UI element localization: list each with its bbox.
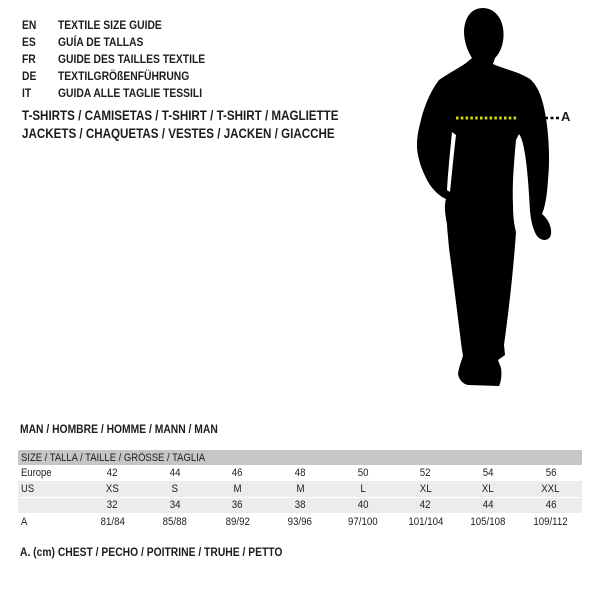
size-table-header	[18, 450, 582, 465]
table-cell: 46	[232, 467, 243, 479]
table-cell: 32	[106, 499, 118, 511]
table-cell: XL	[482, 483, 494, 495]
table-cell: 52	[420, 467, 431, 479]
man-silhouette-figure	[400, 0, 590, 400]
guide-title: TEXTILE SIZE GUIDE	[58, 17, 162, 32]
man-silhouette	[417, 8, 551, 386]
table-cell: 105/108	[470, 515, 506, 528]
table-cell: L	[360, 483, 366, 495]
table-cell: XXL	[541, 483, 560, 495]
table-cell: 81/84	[100, 515, 125, 528]
language-row-de	[22, 67, 229, 84]
guide-title: GUÍA DE TALLAS	[58, 34, 144, 49]
category-jackets-line: JACKETS / CHAQUETAS / VESTES / JACKEN / GIACCHE	[22, 126, 335, 141]
table-cell: XL	[419, 483, 432, 495]
language-row-fr	[22, 50, 229, 67]
table-row-europe	[18, 465, 582, 481]
guide-title: TEXTILGRÖßENFÜHRUNG	[58, 68, 190, 83]
table-cell: 50	[357, 467, 369, 479]
category-heading	[22, 108, 390, 144]
section-title-man: MAN / HOMBRE / HOMME / MANN / MAN	[20, 422, 218, 436]
size-table-header-label: SIZE / TALLA / TAILLE / GRÖSSE / TAGLIA	[21, 451, 206, 464]
table-cell: 109/112	[533, 515, 568, 528]
guide-title: GUIDE DES TAILLES TEXTILE	[58, 51, 206, 66]
measure-label-a: A	[561, 109, 571, 124]
table-cell: 42	[106, 467, 118, 479]
table-cell: 48	[294, 467, 306, 479]
table-cell: 38	[294, 499, 306, 511]
table-cell: 34	[169, 499, 181, 511]
row-label: US	[21, 483, 35, 495]
table-cell: M	[233, 483, 242, 495]
chest-measure-footnote: A. (cm) CHEST / PECHO / POITRINE / TRUHE / PETTO	[20, 545, 283, 559]
table-cell: 89/92	[225, 515, 250, 528]
table-cell: XS	[105, 483, 119, 495]
table-cell: 46	[545, 499, 557, 511]
table-cell: 36	[232, 499, 243, 511]
row-label	[18, 499, 81, 511]
table-row-us-letter	[18, 481, 582, 497]
language-code: FR	[22, 51, 36, 66]
language-code: IT	[22, 85, 32, 100]
table-cell: 44	[169, 467, 181, 479]
table-cell: 42	[420, 499, 431, 511]
table-cell: 54	[482, 467, 494, 479]
language-code: DE	[22, 68, 37, 83]
language-row-en	[22, 16, 229, 33]
table-row-us-numeric	[18, 497, 582, 513]
table-cell: 101/104	[407, 515, 443, 528]
table-cell: S	[171, 483, 179, 495]
table-cell: 44	[482, 499, 494, 511]
table-cell: 93/96	[288, 515, 313, 528]
language-row-es	[22, 33, 229, 50]
language-code: ES	[22, 34, 36, 49]
language-code: EN	[22, 17, 37, 32]
table-cell: M	[296, 483, 305, 495]
table-cell: 97/100	[348, 515, 378, 528]
language-row-it	[22, 84, 229, 101]
row-label: A	[21, 515, 28, 528]
size-table	[18, 450, 582, 530]
row-label: Europe	[21, 467, 52, 479]
table-row-a-chest	[18, 513, 582, 530]
guide-title: GUIDA ALLE TAGLIE TESSILI	[58, 85, 203, 100]
category-tshirts-line: T-SHIRTS / CAMISETAS / T-SHIRT / T-SHIRT / MAGLIETTE	[22, 108, 339, 123]
table-cell: 40	[357, 499, 369, 511]
table-cell: 85/88	[162, 515, 188, 528]
table-cell: 56	[545, 467, 557, 479]
language-list	[22, 16, 229, 101]
